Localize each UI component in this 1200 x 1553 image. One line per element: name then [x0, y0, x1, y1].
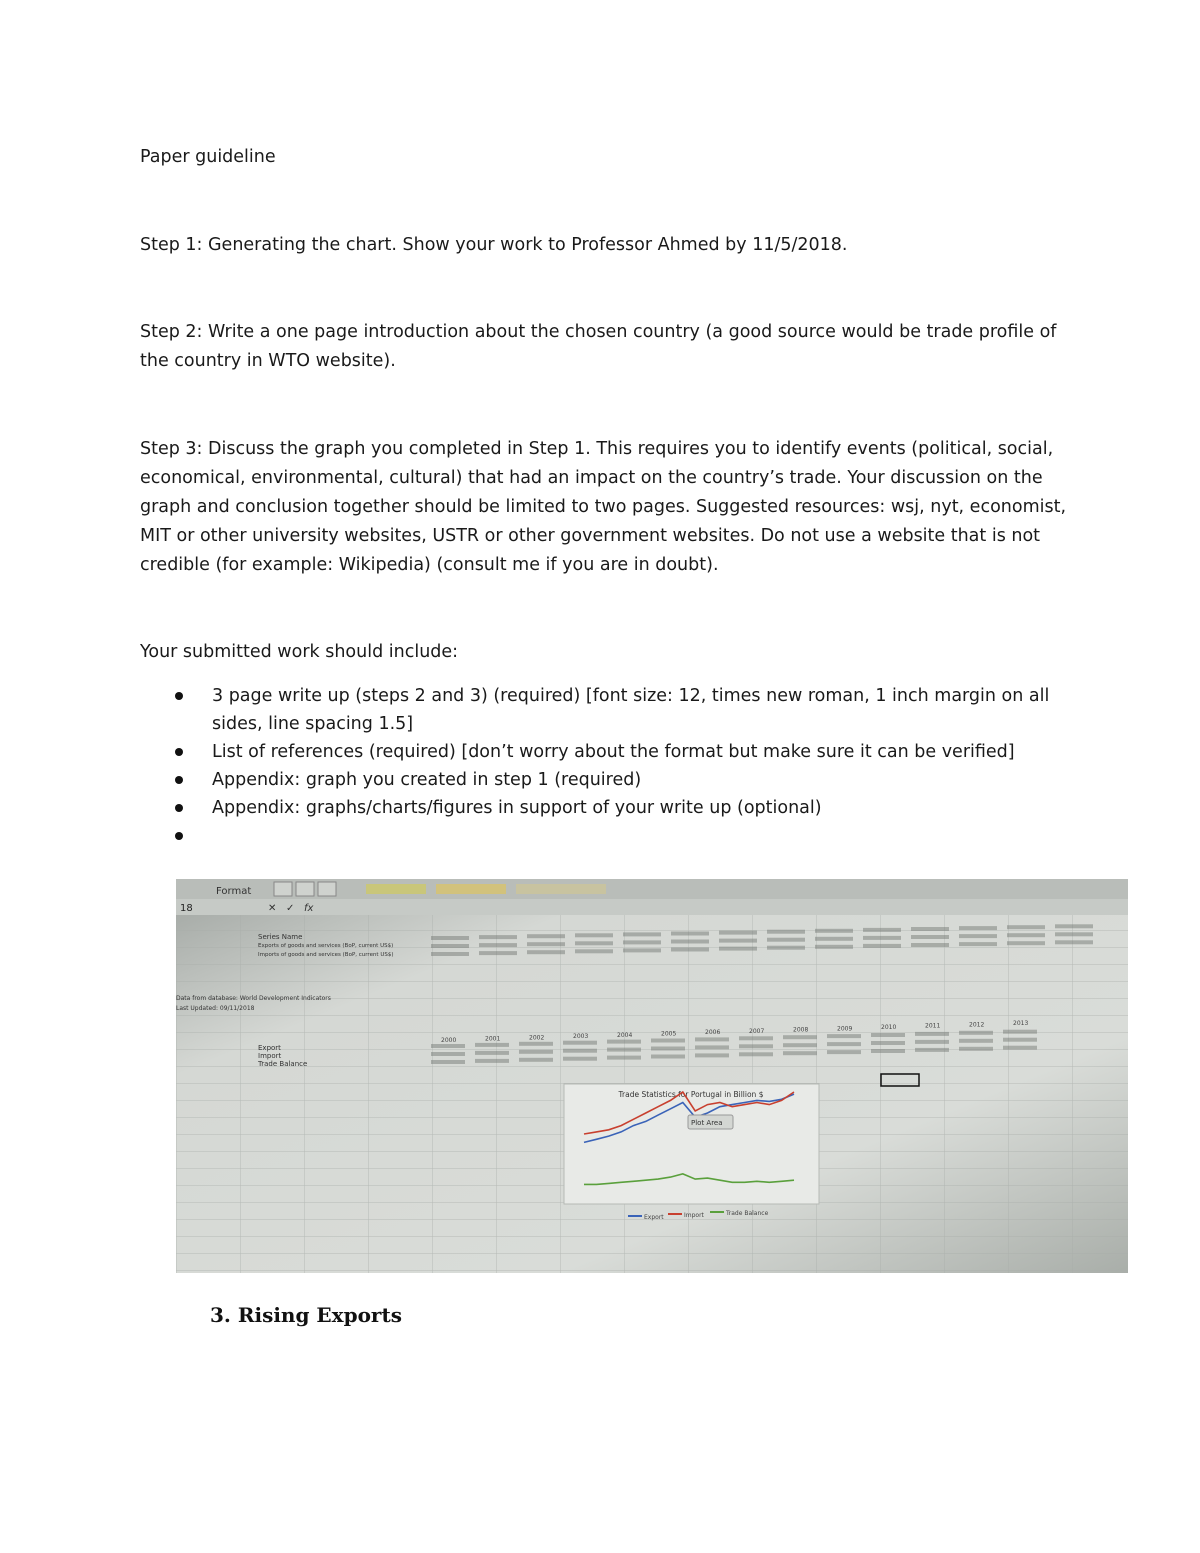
section-heading — [210, 1303, 402, 1327]
cell-reference: 18 — [180, 903, 193, 914]
number-cell — [719, 931, 757, 935]
updated-note: Last Updated: 09/11/2018 — [176, 1005, 255, 1012]
requirements-list — [140, 682, 1070, 850]
year-header-cell: 2004 — [617, 1031, 633, 1039]
number-cell — [911, 943, 949, 947]
number-cell — [739, 1052, 773, 1056]
list-item — [140, 682, 1070, 738]
number-cell — [863, 936, 901, 940]
number-cell — [479, 935, 517, 939]
spreadsheet-photo-drawing — [176, 879, 1128, 1273]
number-cell — [1003, 1038, 1037, 1042]
number-cell — [651, 1047, 685, 1051]
legend-import: Import — [684, 1212, 704, 1219]
number-cell — [651, 1055, 685, 1059]
number-cell — [915, 1032, 949, 1036]
number-cell — [959, 1047, 993, 1051]
embedded-chart — [564, 1084, 819, 1221]
year-header-cell: 2002 — [529, 1034, 545, 1042]
number-cell — [767, 938, 805, 942]
number-cell — [519, 1058, 553, 1062]
year-header-cell: 2009 — [837, 1025, 853, 1033]
number-cell — [1055, 940, 1093, 944]
number-cell — [871, 1041, 905, 1045]
number-cell — [783, 1051, 817, 1055]
year-header-cell: 2010 — [881, 1024, 897, 1031]
year-header-cell: 2001 — [485, 1035, 501, 1043]
list-item — [140, 794, 1070, 822]
number-cell — [575, 933, 613, 937]
number-cell — [739, 1044, 773, 1048]
number-cell — [871, 1049, 905, 1053]
number-cell — [607, 1040, 641, 1044]
list-item — [140, 766, 1070, 794]
toolbar-format-label: Format — [216, 886, 252, 897]
number-cell — [827, 1034, 861, 1038]
year-header-cell: 2003 — [573, 1033, 589, 1041]
number-cell — [623, 948, 661, 952]
number-cell — [623, 940, 661, 944]
number-cell — [527, 942, 565, 946]
number-cell — [671, 948, 709, 952]
source-note: Data from database: World Development Indicators — [176, 995, 331, 1002]
section-number: 3. — [210, 1303, 231, 1327]
number-cell — [827, 1050, 861, 1054]
number-cell — [863, 944, 901, 948]
number-cell — [607, 1048, 641, 1052]
number-cell — [1003, 1046, 1037, 1050]
number-cell — [739, 1036, 773, 1040]
number-cell — [623, 932, 661, 936]
number-cell — [915, 1040, 949, 1044]
step-3-paragraph: Step 3: Discuss the graph you completed in Step 1. This requires you to identify events (political, social, economical, environmental, cultural) that had an impact on the country’s trade. Your discussion on the graph and conclusion together should be limited to two pages. Suggested resources: wsj, nyt, economist, MIT or other university websites, USTR or other government websites. Do not use a website that is not credible (for example: Wikipedia) (consult me if you are in doubt). — [140, 439, 1067, 575]
list-item-text: Appendix: graphs/charts/figures in support of your write up (optional) — [212, 798, 822, 818]
year-header-cell: 2012 — [969, 1021, 985, 1029]
number-cell — [475, 1043, 509, 1047]
cancel-icon: ✕ — [268, 903, 277, 914]
number-cell — [915, 1048, 949, 1052]
number-cell — [1003, 1030, 1037, 1034]
confirm-icon: ✓ — [286, 903, 295, 914]
number-cell — [767, 946, 805, 950]
number-cell — [527, 950, 565, 954]
year-header-cell: 2006 — [705, 1029, 721, 1037]
number-cell — [431, 1052, 465, 1056]
number-cell — [1007, 925, 1045, 929]
number-cell — [767, 930, 805, 934]
summary-label-import: Import — [258, 1052, 282, 1060]
number-cell — [783, 1035, 817, 1039]
list-item — [140, 822, 1070, 850]
number-cell — [911, 935, 949, 939]
row-label-series-name: Series Name — [258, 933, 303, 941]
number-cell — [431, 952, 469, 956]
number-cell — [607, 1056, 641, 1060]
number-cell — [671, 940, 709, 944]
number-cell — [575, 949, 613, 953]
legend-export: Export — [644, 1214, 664, 1221]
number-cell — [431, 1044, 465, 1048]
bullet-icon — [175, 776, 183, 784]
number-cell — [911, 927, 949, 931]
year-header-cell: 2000 — [441, 1037, 457, 1044]
number-cell — [1007, 941, 1045, 945]
number-cell — [827, 1042, 861, 1046]
number-cell — [871, 1033, 905, 1037]
year-header-cell: 2005 — [661, 1030, 677, 1038]
number-cell — [959, 942, 997, 946]
number-cell — [1007, 933, 1045, 937]
spreadsheet-photo — [176, 879, 1128, 1273]
number-cell — [479, 951, 517, 955]
number-cell — [431, 1060, 465, 1064]
number-cell — [519, 1050, 553, 1054]
bullet-icon — [175, 804, 183, 812]
number-cell — [431, 944, 469, 948]
step-1-paragraph: Step 1: Generating the chart. Show your work to Professor Ahmed by 11/5/2018. — [140, 235, 848, 255]
formula-bar — [176, 899, 1128, 915]
number-cell — [519, 1042, 553, 1046]
number-cell — [1055, 924, 1093, 928]
number-cell — [815, 929, 853, 933]
page-title: Paper guideline — [140, 147, 276, 167]
number-cell — [863, 928, 901, 932]
legend-trade-balance: Trade Balance — [726, 1210, 769, 1217]
summary-label-trade-balance: Trade Balance — [258, 1060, 308, 1068]
number-cell — [563, 1057, 597, 1061]
number-cell — [475, 1051, 509, 1055]
year-header-cell: 2007 — [749, 1027, 765, 1035]
list-item-text: List of references (required) [don’t worry about the format but make sure it can be verified] — [212, 742, 1015, 762]
tooltip-text: Plot Area — [691, 1119, 723, 1127]
submitted-work-intro: Your submitted work should include: — [140, 642, 459, 662]
bullet-icon — [175, 692, 183, 700]
number-cell — [695, 1053, 729, 1057]
number-cell — [527, 934, 565, 938]
number-cell — [719, 947, 757, 951]
bullet-icon — [175, 748, 183, 756]
list-item — [140, 738, 1070, 766]
section-title: Rising Exports — [237, 1303, 402, 1327]
number-cell — [479, 943, 517, 947]
number-cell — [959, 1039, 993, 1043]
number-cell — [959, 1031, 993, 1035]
number-cell — [431, 936, 469, 940]
year-header-cell: 2008 — [793, 1026, 809, 1034]
list-item-text: Appendix: graph you created in step 1 (required) — [212, 770, 642, 790]
number-cell — [671, 932, 709, 936]
row-label-imports: Imports of goods and services (BoP, current US$) — [258, 952, 394, 958]
number-cell — [475, 1059, 509, 1063]
row-label-exports: Exports of goods and services (BoP, current US$) — [258, 943, 394, 949]
number-cell — [815, 945, 853, 949]
number-cell — [783, 1043, 817, 1047]
bullet-icon — [175, 832, 183, 840]
number-cell — [575, 941, 613, 945]
toolbar-buttons — [274, 882, 606, 896]
number-cell — [959, 934, 997, 938]
number-cell — [959, 926, 997, 930]
number-cell — [719, 939, 757, 943]
number-cell — [651, 1039, 685, 1043]
number-cell — [563, 1049, 597, 1053]
step-2-paragraph: Step 2: Write a one page introduction about the chosen country (a good source would be trade profile of the country in WTO website). — [140, 322, 1057, 371]
year-header-cell: 2013 — [1013, 1020, 1029, 1028]
number-cell — [815, 937, 853, 941]
list-item-text: 3 page write up (steps 2 and 3) (required) [font size: 12, times new roman, 1 inch margin on all sides, line spacing 1.5] — [212, 686, 1050, 734]
year-header-cell: 2011 — [925, 1022, 941, 1030]
number-cell — [695, 1037, 729, 1041]
number-cell — [695, 1045, 729, 1049]
number-cell — [1055, 932, 1093, 936]
chart-area — [564, 1084, 819, 1204]
number-cell — [563, 1041, 597, 1045]
summary-label-export: Export — [258, 1044, 281, 1052]
chart-title: Trade Statistics for Portugal in Billion $ — [618, 1090, 764, 1099]
formula-symbol: fx — [304, 903, 314, 914]
